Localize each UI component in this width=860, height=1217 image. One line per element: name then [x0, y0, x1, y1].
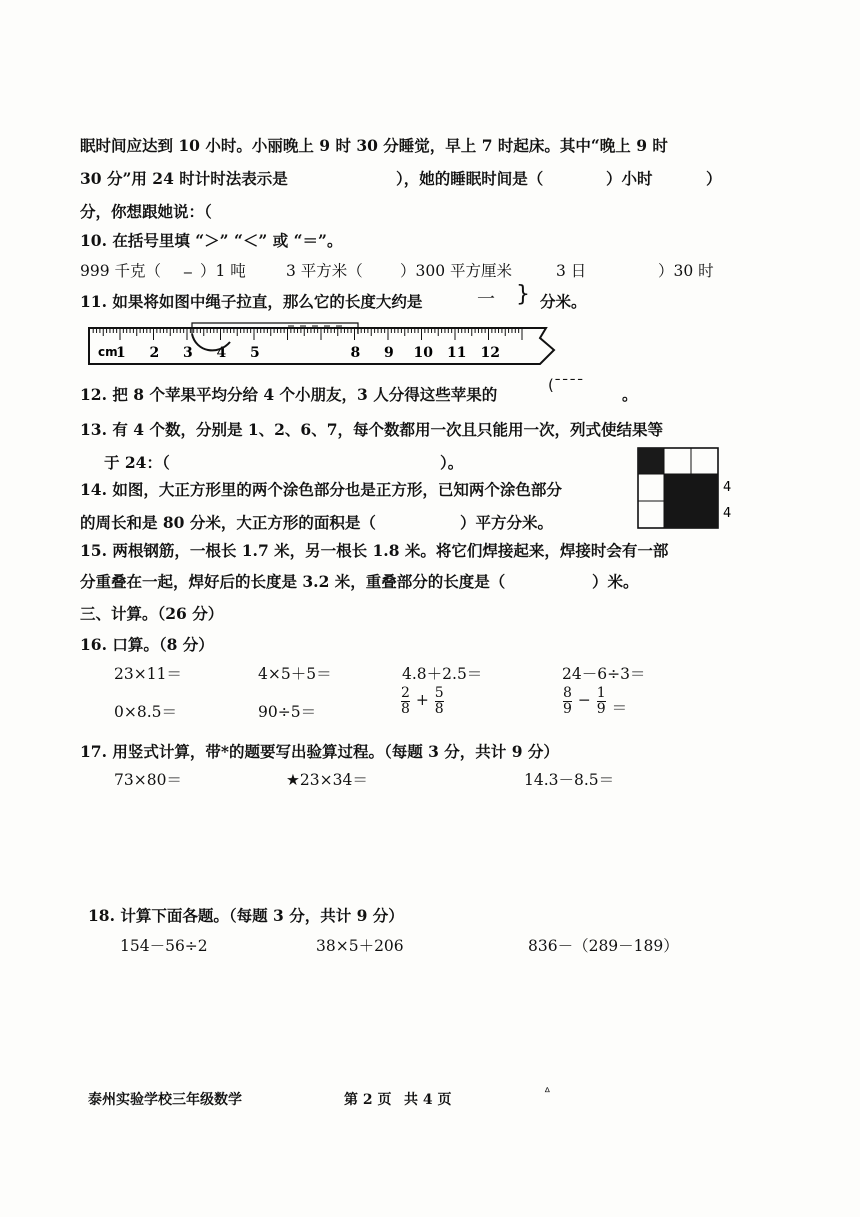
large-shaded-square: [664, 474, 718, 528]
q12-hand-blank: (¯¯¯¯: [548, 376, 584, 394]
fraction-denominator: 9: [596, 700, 606, 717]
ruler-number: 4: [216, 345, 227, 361]
hand-mark-1: 4: [723, 480, 732, 495]
q16-row1-3: 4.8＋2.5＝: [402, 665, 483, 683]
q14-text-2: 的周长和是 80 分米，大正方形的面积是（: [80, 513, 376, 532]
q16-title: 16. 口算。（8 分）: [80, 635, 214, 654]
q12-end: 。: [622, 385, 638, 404]
q14-text-2b: ）平方分米。: [460, 513, 554, 532]
section-3-title: 三、计算。（26 分）: [80, 604, 224, 623]
ruler-number: 2: [149, 345, 160, 361]
ruler-number: 3: [183, 345, 193, 361]
fraction-8-9: [563, 686, 572, 716]
fraction-5-8: [435, 686, 444, 716]
hand-mark-2: 4: [723, 506, 732, 521]
q17-item-2: ★23×34＝: [286, 771, 368, 789]
ruler-svg: [88, 322, 558, 370]
q16-row1-4: 24－6÷3＝: [562, 665, 646, 683]
footer-page: 第 2 页: [344, 1092, 392, 1108]
q10-item-5: 3 日: [556, 262, 587, 280]
q17-title: 17. 用竖式计算，带*的题要写出验算过程。（每题 3 分，共计 9 分）: [80, 742, 559, 761]
fraction-denominator: 8: [401, 700, 410, 717]
fraction-denominator: 9: [563, 700, 572, 717]
q11-unit: 分米。: [540, 292, 587, 311]
fraction-numerator: 1: [596, 685, 606, 701]
ruler-figure: [88, 322, 558, 370]
ruler-unit-label: cm: [98, 345, 118, 359]
square-svg: [637, 447, 737, 531]
q13-text-2b: ）。: [440, 453, 464, 472]
q11-hand-dash: 一: [477, 289, 495, 310]
q11-hand-brace: }: [516, 282, 530, 307]
q17-item-3: 14.3－8.5＝: [524, 771, 615, 789]
q10-item-6: ）30 时: [658, 262, 714, 280]
ruler-number: 5: [250, 345, 260, 361]
q16-row1-2: 4×5＋5＝: [258, 665, 332, 683]
q13-text: 13. 有 4 个数，分别是 1、2、6、7，每个数都用一次且只能用一次，列式使结果等: [80, 420, 663, 439]
square-figure: [637, 447, 732, 527]
q10-item-4: ）300 平方厘米: [400, 262, 513, 280]
ruler-number: 1: [116, 345, 126, 361]
q18-title: 18. 计算下面各题。（每题 3 分，共计 9 分）: [88, 906, 404, 925]
q15-text-2b: ）米。: [592, 572, 639, 591]
q13-text-2a: 于 24：（: [104, 453, 170, 472]
q11-text: 11. 如果将如图中绳子拉直，那么它的长度大约是: [80, 292, 423, 311]
plus-operator: +: [415, 691, 429, 710]
intro-line-2c: ）小时: [606, 169, 653, 188]
q10-item-3: 3 平方米（: [286, 262, 363, 280]
q14-text: 14. 如图，大正方形里的两个涂色部分也是正方形，已知两个涂色部分: [80, 480, 562, 499]
ruler-number: 8: [350, 345, 361, 361]
q18-item-3: 836－（289－189）: [528, 937, 679, 955]
q12-text: 12. 把 8 个苹果平均分给 4 个小朋友，3 人分得这些苹果的: [80, 385, 498, 404]
q10-hand-mark: _: [184, 256, 192, 274]
q16-row1-1: 23×11＝: [114, 665, 182, 683]
ruler-number: 9: [384, 345, 394, 361]
small-shaded-square: [638, 448, 664, 474]
intro-line-2a: 30 分”用 24 时计时法表示是: [80, 169, 288, 188]
ruler-number: 12: [480, 345, 500, 361]
rope-curve: [192, 334, 230, 350]
fraction-numerator: 8: [563, 685, 572, 701]
fraction-denominator: 8: [434, 700, 444, 717]
q16-fraction-diff: [562, 686, 627, 718]
footer-total: 共 4 页: [404, 1092, 452, 1108]
footer-school: 泰州实验学校三年级数学: [88, 1092, 242, 1108]
q17-item-1: 73×80＝: [114, 771, 182, 789]
intro-line-1: 眠时间应达到 10 小时。小丽晚上 9 时 30 分睡觉，早上 7 时起床。其中“晚上 9 时: [80, 136, 668, 155]
minus-operator: −: [577, 691, 591, 710]
intro-line-2d: ）: [706, 169, 722, 188]
q16-fraction-sum: [400, 686, 445, 716]
equals-sign: ＝: [611, 699, 628, 718]
q18-item-2: 38×5＋206: [316, 937, 404, 955]
q10-title: 10. 在括号里填 “＞” “＜” 或 “＝”。: [80, 231, 343, 250]
q15-text-2: 分重叠在一起，焊好后的长度是 3.2 米，重叠部分的长度是（: [80, 572, 506, 591]
fraction-1-9: [597, 686, 606, 716]
intro-line-3: 分，你想跟她说：（: [80, 202, 212, 221]
footer-mark: ᐞ: [544, 1085, 551, 1099]
q16-row2-2: 90÷5＝: [258, 703, 317, 721]
q18-item-1: 154－56÷2: [120, 937, 208, 955]
q10-item-2: ）1 吨: [200, 262, 246, 280]
q16-row2-1: 0×8.5＝: [114, 703, 177, 721]
fraction-numerator: 2: [401, 685, 410, 701]
q15-text: 15. 两根钢筋，一根长 1.7 米，另一根长 1.8 米。将它们焊接起来，焊接时会有一部: [80, 541, 669, 560]
ruler-number: 10: [413, 345, 433, 361]
fraction-numerator: 5: [434, 685, 444, 701]
q10-item-1: 999 千克（: [80, 262, 162, 280]
ruler-number: 11: [447, 345, 467, 361]
fraction-2-8: [401, 686, 410, 716]
intro-line-2b: ），她的睡眠时间是（: [396, 169, 544, 188]
